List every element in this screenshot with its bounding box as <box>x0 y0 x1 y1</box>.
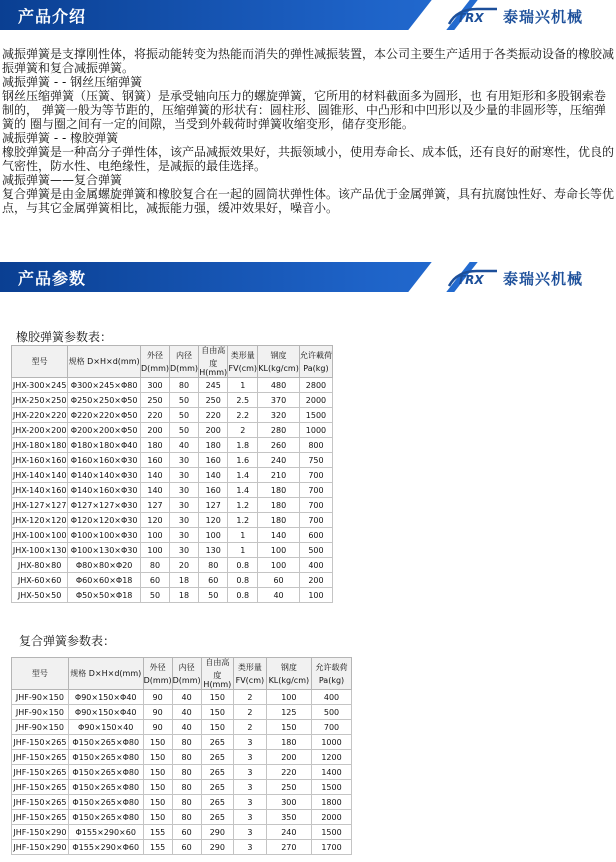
table-cell: 150 <box>143 795 172 810</box>
table-cell: 1500 <box>312 780 352 795</box>
column-header: 外径 D(mm) <box>143 658 172 690</box>
column-header: 内径 D(mm) <box>170 346 199 378</box>
table-cell: 155 <box>143 825 172 840</box>
table-cell: 30 <box>170 468 199 483</box>
column-header: 型号 <box>12 346 68 378</box>
table-cell: 100 <box>266 690 311 705</box>
table-cell: 160 <box>141 453 170 468</box>
table-cell: 100 <box>141 543 170 558</box>
table-cell: 800 <box>299 438 332 453</box>
table-cell: JHF-90×150 <box>12 690 69 705</box>
table-cell: 50 <box>199 588 228 603</box>
table-cell: 0.8 <box>228 558 258 573</box>
intro-subheading: 减振弹簧 - - 橡胶弹簧 <box>2 131 119 145</box>
table-row <box>12 453 333 468</box>
table-cell: JHF-90×150 <box>12 705 69 720</box>
column-header: 类形量 FV(cm) <box>228 346 258 378</box>
table-cell: 200 <box>266 750 311 765</box>
table-cell: JHX-220×220 <box>12 408 68 423</box>
table-cell: 210 <box>258 468 300 483</box>
table-cell: 60 <box>172 825 201 840</box>
table-row <box>12 498 333 513</box>
table-cell: Φ50×50×Φ18 <box>68 588 141 603</box>
table-cell: Φ120×120×Φ30 <box>68 513 141 528</box>
table-cell: 127 <box>199 498 228 513</box>
table-row <box>12 408 333 423</box>
table-cell: 200 <box>199 423 228 438</box>
table-cell: Φ150×265×Φ80 <box>68 735 143 750</box>
table-cell: 150 <box>201 690 233 705</box>
table-cell: 100 <box>299 588 332 603</box>
table-cell: 1.6 <box>228 453 258 468</box>
table-cell: 60 <box>258 573 300 588</box>
table-cell: 700 <box>299 498 332 513</box>
table-cell: 2 <box>234 690 267 705</box>
table-cell: JHF-150×265 <box>12 765 69 780</box>
table-cell: 280 <box>258 423 300 438</box>
table-cell: 0.8 <box>228 588 258 603</box>
table-cell: JHF-150×265 <box>12 780 69 795</box>
table-cell: 180 <box>258 513 300 528</box>
table-cell: 180 <box>266 735 311 750</box>
table-row <box>12 573 333 588</box>
table-cell: 265 <box>201 795 233 810</box>
table-cell: 30 <box>170 453 199 468</box>
table-cell: 240 <box>266 825 311 840</box>
table-cell: 250 <box>199 393 228 408</box>
table-cell: 0.8 <box>228 573 258 588</box>
table-cell: 80 <box>172 750 201 765</box>
table-cell: 2.2 <box>228 408 258 423</box>
table-cell: 40 <box>172 720 201 735</box>
column-header: 规格 D×H×d(mm) <box>68 658 143 690</box>
table-cell: Φ100×100×Φ30 <box>68 528 141 543</box>
table-cell: 40 <box>172 690 201 705</box>
table-cell: JHX-100×130 <box>12 543 68 558</box>
company-logo <box>447 267 607 289</box>
table-cell: 60 <box>172 840 201 855</box>
table-cell: 150 <box>143 765 172 780</box>
column-header: 钢度 KL(kg/cm) <box>266 658 311 690</box>
table-cell: 140 <box>258 528 300 543</box>
table-cell: 1.2 <box>228 513 258 528</box>
table-cell: JHX-80×80 <box>12 558 68 573</box>
table-cell: 80 <box>199 558 228 573</box>
table-row <box>12 765 352 780</box>
table-cell: 250 <box>266 780 311 795</box>
trx-logo-icon <box>447 6 499 26</box>
table-cell: 1 <box>228 378 258 393</box>
table-cell: Φ155×290×Φ60 <box>68 840 143 855</box>
table-cell: 160 <box>199 483 228 498</box>
table-row <box>12 468 333 483</box>
table-cell: 3 <box>234 765 267 780</box>
table-cell: 3 <box>234 795 267 810</box>
table-cell: 80 <box>172 810 201 825</box>
table-cell: 2.5 <box>228 393 258 408</box>
table-cell: 1000 <box>299 423 332 438</box>
table-cell: 370 <box>258 393 300 408</box>
column-header: 钢度 KL(kg/cm) <box>258 346 300 378</box>
table-cell: 180 <box>258 498 300 513</box>
table-cell: 480 <box>258 378 300 393</box>
table-cell: 100 <box>141 528 170 543</box>
table-cell: 260 <box>258 438 300 453</box>
table-cell: 600 <box>299 528 332 543</box>
table-row <box>12 558 333 573</box>
table-cell: JHF-150×265 <box>12 750 69 765</box>
table-row <box>12 720 352 735</box>
table-cell: JHX-160×160 <box>12 453 68 468</box>
table-cell: 180 <box>258 483 300 498</box>
table-row <box>12 423 333 438</box>
table-row <box>12 825 352 840</box>
table-cell: Φ90×150×Φ40 <box>68 705 143 720</box>
table-cell: 18 <box>170 588 199 603</box>
table-cell: 180 <box>199 438 228 453</box>
table-cell: 1000 <box>312 735 352 750</box>
table-cell: JHX-200×200 <box>12 423 68 438</box>
table-cell: 1500 <box>299 408 332 423</box>
table-cell: 750 <box>299 453 332 468</box>
table-cell: JHX-50×50 <box>12 588 68 603</box>
table-cell: 90 <box>143 690 172 705</box>
table-cell: Φ140×160×Φ30 <box>68 483 141 498</box>
column-header: 自由高 度H(mm) <box>199 346 228 377</box>
table-cell: 2 <box>234 705 267 720</box>
table-cell: 290 <box>201 825 233 840</box>
table-cell: Φ60×60×Φ18 <box>68 573 141 588</box>
table-cell: 1 <box>228 528 258 543</box>
table-cell: 2 <box>234 720 267 735</box>
table-cell: 100 <box>258 558 300 573</box>
table-cell: 120 <box>141 513 170 528</box>
table-cell: 3 <box>234 810 267 825</box>
table-cell: 100 <box>258 543 300 558</box>
table-cell: 30 <box>170 528 199 543</box>
table-cell: Φ80×80×Φ20 <box>68 558 141 573</box>
table-cell: 125 <box>266 705 311 720</box>
table-row <box>12 378 333 393</box>
column-header: 型号 <box>12 658 69 690</box>
table-cell: Φ150×265×Φ80 <box>68 750 143 765</box>
table-cell: JHX-120×120 <box>12 513 68 528</box>
table-cell: 265 <box>201 750 233 765</box>
table-cell: 200 <box>299 573 332 588</box>
column-header: 外径 D(mm) <box>141 346 170 378</box>
table-cell: 200 <box>141 423 170 438</box>
table-row <box>12 840 352 855</box>
table-cell: 1400 <box>312 765 352 780</box>
table-cell: JHX-300×245 <box>12 378 68 393</box>
table-cell: 80 <box>172 795 201 810</box>
table-cell: JHX-140×140 <box>12 468 68 483</box>
table-cell: 1500 <box>312 825 352 840</box>
table-cell: 400 <box>312 690 352 705</box>
table-cell: Φ220×220×Φ50 <box>68 408 141 423</box>
table-cell: 2000 <box>299 393 332 408</box>
table-cell: 140 <box>141 483 170 498</box>
table-cell: 220 <box>266 765 311 780</box>
table-cell: 245 <box>199 378 228 393</box>
composite-table-title: 复合弹簧参数表： <box>19 634 116 648</box>
table-cell: JHX-60×60 <box>12 573 68 588</box>
table-cell: 300 <box>266 795 311 810</box>
table-cell: 2000 <box>312 810 352 825</box>
product-intro <box>2 47 614 215</box>
table-cell: 3 <box>234 825 267 840</box>
table-cell: Φ300×245×Φ80 <box>68 378 141 393</box>
table-cell: 290 <box>201 840 233 855</box>
table-cell: Φ180×180×Φ40 <box>68 438 141 453</box>
table-row <box>12 483 333 498</box>
table-cell: 50 <box>170 408 199 423</box>
section-title: 产品介绍 <box>18 7 87 26</box>
table-cell: Φ250×250×Φ50 <box>68 393 141 408</box>
table-cell: Φ150×265×Φ80 <box>68 795 143 810</box>
intro-paragraph: 复合弹簧是由金属螺旋弹簧和橡胶复合在一起的圆筒状弹性体。该产品优于金属弹簧，具有抗腐蚀性好、寿命长等优点，与其它金属弹簧相比，减振能力强，缓冲效果好，噪音小。 <box>2 187 615 215</box>
table-cell: 1200 <box>312 750 352 765</box>
svg-text:TRX: TRX <box>457 273 484 287</box>
table-cell: JHF-150×265 <box>12 810 69 825</box>
table-cell: 100 <box>199 528 228 543</box>
table-cell: 80 <box>172 780 201 795</box>
table-cell: 700 <box>299 513 332 528</box>
table-cell: 140 <box>199 468 228 483</box>
table-cell: 180 <box>141 438 170 453</box>
table-cell: 220 <box>199 408 228 423</box>
table-cell: 270 <box>266 840 311 855</box>
table-row <box>12 810 352 825</box>
table-cell: 150 <box>143 750 172 765</box>
section-title: 产品参数 <box>18 269 87 288</box>
column-header: 允许載荷 Pa(kg) <box>299 346 332 378</box>
table-cell: 700 <box>299 468 332 483</box>
table-row <box>12 735 352 750</box>
table-cell: JHF-150×290 <box>12 840 69 855</box>
logo-text: 泰瑞兴机械 <box>503 269 584 288</box>
table-cell: 80 <box>170 378 199 393</box>
table-cell: 50 <box>170 393 199 408</box>
table-row <box>12 780 352 795</box>
logo-text: 泰瑞兴机械 <box>503 7 584 26</box>
table-cell: 50 <box>170 423 199 438</box>
company-logo <box>447 5 607 27</box>
table-cell: Φ100×130×Φ30 <box>68 543 141 558</box>
composite-spring-table <box>11 657 352 855</box>
table-cell: Φ150×265×Φ80 <box>68 765 143 780</box>
table-cell: 1.2 <box>228 498 258 513</box>
table-cell: 20 <box>170 558 199 573</box>
table-cell: 3 <box>234 780 267 795</box>
trx-logo-icon <box>447 268 499 288</box>
table-cell: 40 <box>258 588 300 603</box>
table-row <box>12 705 352 720</box>
table-row <box>12 543 333 558</box>
table-cell: 30 <box>170 513 199 528</box>
table-cell: 2800 <box>299 378 332 393</box>
column-header: 内径 D(mm) <box>172 658 201 690</box>
table-cell: Φ90×150×Φ40 <box>68 690 143 705</box>
table-cell: 3 <box>234 840 267 855</box>
table-cell: 60 <box>141 573 170 588</box>
table-cell: 300 <box>141 378 170 393</box>
table-cell: 90 <box>143 720 172 735</box>
table-cell: 120 <box>199 513 228 528</box>
table-cell: 700 <box>312 720 352 735</box>
table-cell: 1 <box>228 543 258 558</box>
table-cell: Φ90×150×40 <box>68 720 143 735</box>
rubber-spring-table <box>11 345 333 603</box>
table-cell: 80 <box>172 765 201 780</box>
table-cell: 265 <box>201 735 233 750</box>
table-cell: JHF-150×265 <box>12 795 69 810</box>
table-cell: 2 <box>228 423 258 438</box>
table-cell: 150 <box>143 780 172 795</box>
table-row <box>12 588 333 603</box>
table-cell: 500 <box>312 705 352 720</box>
column-header: 允许载荷 Pa(kg) <box>312 658 352 690</box>
table-cell: 320 <box>258 408 300 423</box>
table-cell: Φ200×200×Φ50 <box>68 423 141 438</box>
intro-paragraph: 减振弹簧是支撑刚性体，将振动能转变为热能而消失的弹性减振装置，本公司主要生产适用于各类振动设备的橡胶减振弹簧和复合减振弹簧。 <box>2 47 615 75</box>
table-cell: JHX-180×180 <box>12 438 68 453</box>
table-cell: 240 <box>258 453 300 468</box>
table-cell: 150 <box>266 720 311 735</box>
table-cell: Φ140×140×Φ30 <box>68 468 141 483</box>
table-cell: 1800 <box>312 795 352 810</box>
table-row <box>12 438 333 453</box>
table-row <box>12 795 352 810</box>
table-cell: 500 <box>299 543 332 558</box>
table-cell: 1.4 <box>228 483 258 498</box>
table-cell: 127 <box>141 498 170 513</box>
table-row <box>12 528 333 543</box>
table-cell: 1.8 <box>228 438 258 453</box>
table-cell: Φ127×127×Φ30 <box>68 498 141 513</box>
table-header-row <box>12 658 352 690</box>
table-cell: 350 <box>266 810 311 825</box>
table-cell: 150 <box>143 810 172 825</box>
column-header: 自由高 度H(mm) <box>201 658 233 690</box>
table-cell: 3 <box>234 735 267 750</box>
table-header-row <box>12 346 333 378</box>
table-cell: 80 <box>141 558 170 573</box>
table-cell: 30 <box>170 498 199 513</box>
table-cell: Φ150×265×Φ80 <box>68 810 143 825</box>
intro-subheading: 减振弹簧 - - 钢丝压缩弹簧 <box>2 75 143 89</box>
table-cell: 3 <box>234 750 267 765</box>
svg-text:TRX: TRX <box>457 11 484 25</box>
table-cell: 400 <box>299 558 332 573</box>
table-cell: 140 <box>141 468 170 483</box>
table-cell: 50 <box>141 588 170 603</box>
table-cell: 220 <box>141 408 170 423</box>
table-row <box>12 690 352 705</box>
table-cell: JHF-90×150 <box>12 720 69 735</box>
intro-paragraph: 橡胶弹簧是一种高分子弹性体，该产品减振效果好，共振领域小，使用寿命长、成本低，还有良好的耐寒性，优良的气密性，防水性、电绝缘性，是减振的最佳选择。 <box>2 145 615 173</box>
table-row <box>12 513 333 528</box>
section-header-params <box>0 262 616 292</box>
table-cell: JHX-140×160 <box>12 483 68 498</box>
table-cell: 40 <box>170 438 199 453</box>
table-cell: 155 <box>143 840 172 855</box>
table-cell: 150 <box>201 720 233 735</box>
table-cell: JHX-250×250 <box>12 393 68 408</box>
table-cell: 700 <box>299 483 332 498</box>
table-cell: 90 <box>143 705 172 720</box>
table-cell: 265 <box>201 765 233 780</box>
table-cell: 80 <box>172 735 201 750</box>
table-cell: 265 <box>201 780 233 795</box>
table-cell: Φ155×290×60 <box>68 825 143 840</box>
table-cell: JHF-150×265 <box>12 735 69 750</box>
table-cell: 150 <box>143 735 172 750</box>
rubber-table-title: 橡胶弹簧参数表： <box>16 330 113 344</box>
table-cell: JHF-150×290 <box>12 825 69 840</box>
table-cell: 1700 <box>312 840 352 855</box>
table-cell: Φ160×160×Φ30 <box>68 453 141 468</box>
intro-subheading: 减振弹簧——复合弹簧 <box>2 173 123 187</box>
table-cell: 30 <box>170 543 199 558</box>
column-header: 规格 D×H×d(mm) <box>68 346 141 378</box>
section-header-intro <box>0 0 616 30</box>
table-cell: 1.4 <box>228 468 258 483</box>
table-cell: 30 <box>170 483 199 498</box>
table-cell: 250 <box>141 393 170 408</box>
table-cell: 130 <box>199 543 228 558</box>
table-cell: 160 <box>199 453 228 468</box>
table-cell: 60 <box>199 573 228 588</box>
table-cell: 40 <box>172 705 201 720</box>
table-cell: 150 <box>201 705 233 720</box>
table-cell: JHX-100×100 <box>12 528 68 543</box>
intro-paragraph: 钢丝压缩弹簧（压簧、钢簧）是承受轴向压力的螺旋弹簧，它所用的材料截面多为圆形，也 有用矩形和多股钢索卷制的， 弹簧一般为等节距的，压缩弹簧的形状有：圆柱形、圆锥形、中凸形和中凹形以及少量的非圆形等，压缩弹簧的 圈与圈之间有一定的间隙，当受到外载荷时弹簧收缩变形，储存变形能。 <box>2 89 606 131</box>
table-cell: 18 <box>170 573 199 588</box>
table-row <box>12 393 333 408</box>
table-cell: Φ150×265×Φ80 <box>68 780 143 795</box>
table-row <box>12 750 352 765</box>
column-header: 类形量 FV(cm) <box>234 658 267 690</box>
table-cell: JHX-127×127 <box>12 498 68 513</box>
table-cell: 265 <box>201 810 233 825</box>
